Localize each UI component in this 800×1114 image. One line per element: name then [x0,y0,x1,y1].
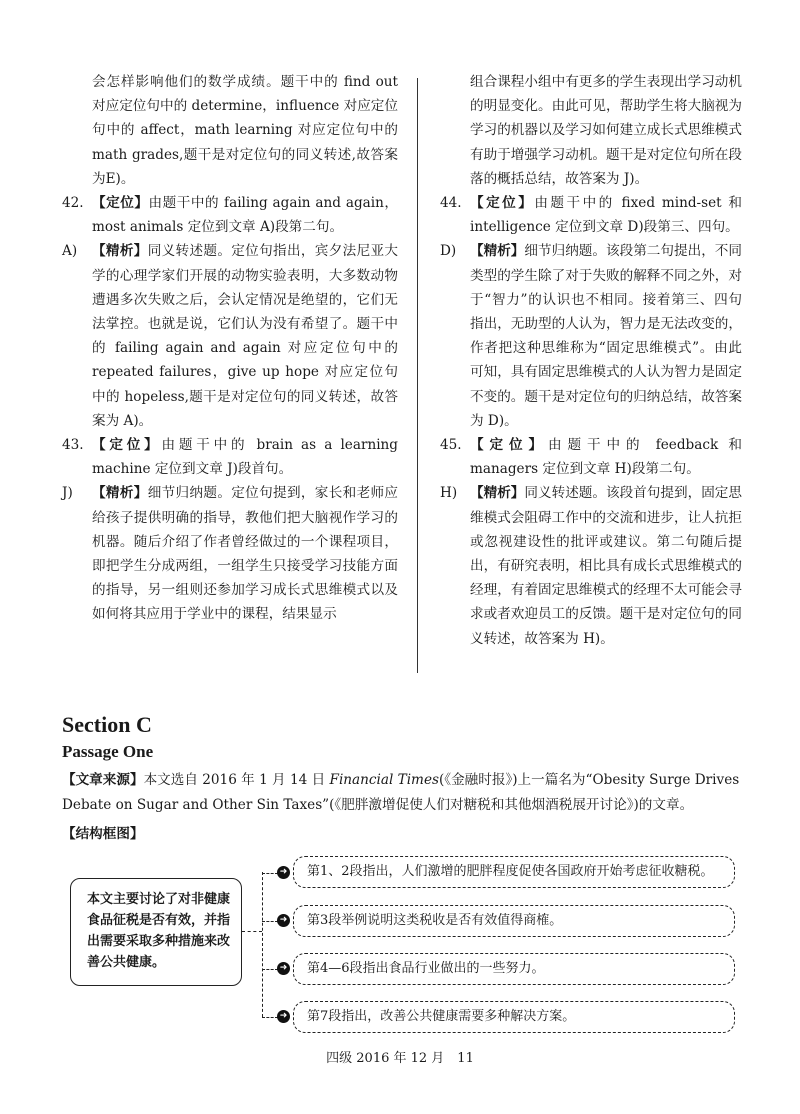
diagram-main-box: 本文主要讨论了对非健康食品征税是否有效，并指出需要采取多种措施来改善公共健康。 [70,878,242,986]
publication-name: Financial Times [329,772,439,788]
answer-entry [440,239,742,433]
article-source [62,768,742,818]
answer-entry [440,191,742,239]
entry-text: 细节归纳题。该段第二句提出，不同类型的学生除了对于失败的解释不同之外，对于“智力”的认识也不相同。接着第三、四句指出，无助型的人认为，智力是无法改变的，作者把这种思维称为“固定思维模式”。由此可知，具有固定思维模式的人认为智力是固定不变的。题干是对定位句的归纳总结，故答案为 D)。 [470,243,743,429]
locate-tag: 【定位】 [92,195,149,212]
locate-tag: 【定位】 [470,195,535,212]
diagram-branch-line [262,872,263,1017]
source-post: (《金融时报》)上一篇名为“Obesity Surge Drives Debate on Sugar and Other Sin Taxes”(《肥胖激增促使人们对糖税和其他烟酒税展开讨论》)的文章。 [62,772,740,813]
left-column [62,70,398,627]
item-number: 44. [440,195,462,212]
column-divider [417,78,418,673]
entry-text: 由题干中的 brain as a learning machine 定位到文章 J)段首句。 [92,437,399,478]
diagram-point-box: 第3段举例说明这类税收是否有效值得商榷。 [293,905,735,937]
diagram-connector [262,921,278,922]
diagram-connector [262,873,278,874]
answer-entry [62,191,398,239]
locate-tag: 【定位】 [92,437,162,454]
structure-label: 【结构框图】 [62,826,144,842]
item-number: 43. [62,437,84,454]
analysis-tag: 【精析】 [470,485,525,502]
arrow-right-icon: ➜ [277,866,290,879]
diagram-connector [262,1017,278,1018]
passage-title: Passage One [62,742,154,761]
answer-letter: H) [440,485,458,502]
answer-entry [440,481,742,650]
item-number: 42. [62,195,84,212]
analysis-tag: 【精析】 [92,243,148,260]
arrow-right-icon: ➜ [277,914,290,927]
entry-text: 同义转述题。定位句指出，宾夕法尼亚大学的心理学家们开展的动物实验表明，大多数动物遭遇多次失败之后，会认定情况是绝望的，它们无法掌控。也就是说，它们认为没有希望了。题干中的 failing again and again 对应定位句中的 repeated failures，give up hope 对应定位句中的 hopeless,题干是对定位句的同义转述，故答案为 A)。 [92,243,399,429]
arrow-right-icon: ➜ [277,1010,290,1023]
diagram-connector [242,931,262,932]
answer-letter: D) [440,243,457,260]
arrow-right-icon: ➜ [277,962,290,975]
answer-letter: J) [62,485,73,502]
right-column [440,70,742,651]
page-footer: 四级 2016 年 12 月 11 [326,1051,474,1066]
entry-text: 由题干中的 failing again and again，most animals 定位到文章 A)段第二句。 [92,195,398,236]
source-tag: 【文章来源】 [62,772,144,788]
analysis-tag: 【精析】 [470,243,525,260]
source-pre: 本文选自 2016 年 1 月 14 日 [143,772,330,788]
diagram-point-box: 第7段指出，改善公共健康需要多种解决方案。 [293,1001,735,1033]
item-number: 45. [440,437,462,454]
entry-text: 同义转述题。该段首句提到，固定思维模式会阻碍工作中的交流和进步，让人抗拒或忽视建设性的批评或建议。第二句随后提出，有研究表明，相比具有成长式思维模式的经理，有着固定思维模式的经理不太可能会寻求或者欢迎员工的反馈。题干是对定位句的同义转述，故答案为 H)。 [470,485,743,647]
section-title: Section C [62,712,152,737]
answer-entry [62,481,398,626]
answer-letter: A) [62,243,78,260]
answer-entry [62,239,398,433]
analysis-tag: 【精析】 [92,485,148,502]
diagram-connector [262,969,278,970]
diagram-point-box: 第4—6段指出食品行业做出的一些努力。 [293,953,735,985]
entry-text: 由题干中的 feedback 和 managers 定位到文章 H)段第二句。 [470,437,743,478]
paragraph: 组合课程小组中有更多的学生表现出学习动机的明显变化。由此可见，帮助学生将大脑视为学习的机器以及学习如何建立成长式思维模式有助于增强学习动机。题干是对定位句所在段落的概括总结，故答案为 J)。 [470,74,742,187]
answer-entry [440,433,742,481]
entry-text: 由题干中的 fixed mind-set 和 intelligence 定位到文章 D)段第三、四句。 [470,195,743,236]
answer-entry [62,433,398,481]
paragraph: 会怎样影响他们的数学成绩。题干中的 find out 对应定位句中的 determine，influence 对应定位句中的 affect，math learning 对应定位句中的 math grades,题干是对定位句的同义转述,故答案为E)。 [92,74,398,187]
entry-text: 细节归纳题。定位句提到，家长和老师应给孩子提供明确的指导，教他们把大脑视作学习的机器。随后介绍了作者曾经做过的一个课程项目，即把学生分成两组，一组学生只接受学习技能方面的指导，另一组则还参加学习成长式思维模式以及如何将其应用于学业中的课程，结果显示 [92,485,399,623]
locate-tag: 【定位】 [470,437,548,454]
diagram-point-box: 第1、2段指出，人们激增的肥胖程度促使各国政府开始考虑征收糖税。 [293,856,735,888]
